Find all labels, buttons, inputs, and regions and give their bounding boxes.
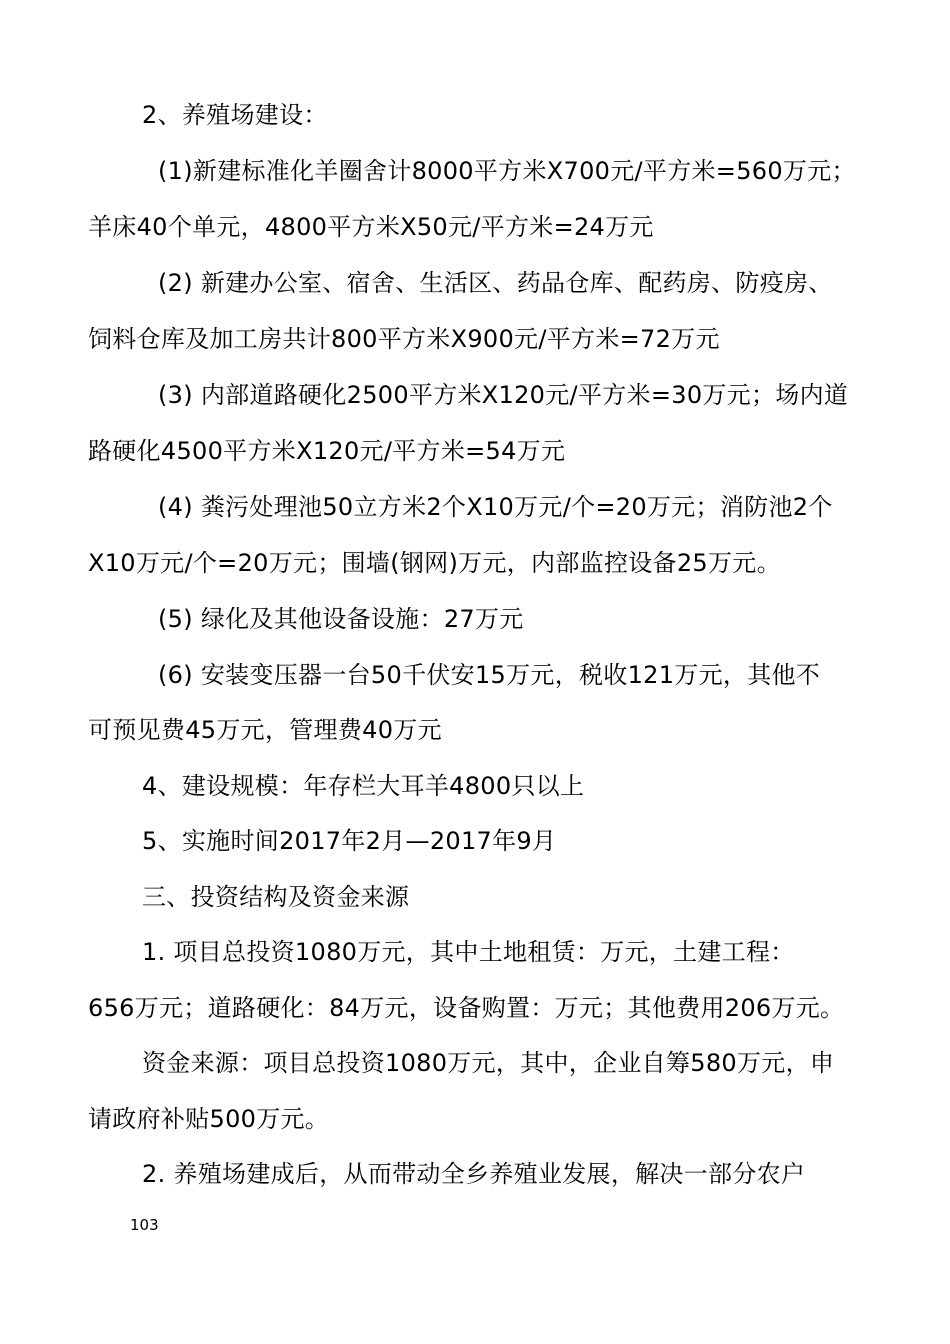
paragraph-line: 资金来源：项目总投资1080万元，其中，企业自筹580万元，申 xyxy=(142,1049,835,1077)
section-heading-scale: 4、建设规模：年存栏大耳羊4800只以上 xyxy=(142,772,585,800)
paragraph-line: (6) 安装变压器一台50千伏安15万元，税收121万元，其他不 xyxy=(158,661,821,689)
paragraph-line: X10万元/个=20万元；围墙(钢网)万元，内部监控设备25万元。 xyxy=(88,549,781,577)
paragraph-line: 羊床40个单元，4800平方米X50元/平方米=24万元 xyxy=(88,213,654,241)
paragraph-line: 可预见费45万元，管理费40万元 xyxy=(88,716,442,744)
section-heading-farm-construction: 2、养殖场建设： xyxy=(142,101,328,129)
section-heading-schedule: 5、实施时间2017年2月—2017年9月 xyxy=(142,827,557,855)
paragraph-line: (5) 绿化及其他设备设施：27万元 xyxy=(158,605,524,633)
paragraph-line: 2. 养殖场建成后，从而带动全乡养殖业发展，解决一部分农户 xyxy=(142,1160,806,1188)
paragraph-line: (1)新建标准化羊圈舍计8000平方米X700元/平方米=560万元； xyxy=(158,157,856,185)
paragraph-line: 656万元；道路硬化：84万元，设备购置：万元；其他费用206万元。 xyxy=(88,994,845,1022)
page-number: 103 xyxy=(130,1216,159,1234)
paragraph-line: (4) 粪污处理池50立方米2个X10万元/个=20万元；消防池2个 xyxy=(158,493,833,521)
paragraph-line: 饲料仓库及加工房共计800平方米X900元/平方米=72万元 xyxy=(88,325,720,353)
paragraph-line: 请政府补贴500万元。 xyxy=(88,1105,330,1133)
paragraph-line: (2) 新建办公室、宿舍、生活区、药品仓库、配药房、防疫房、 xyxy=(158,269,833,297)
paragraph-line: (3) 内部道路硬化2500平方米X120元/平方米=30万元；场内道 xyxy=(158,381,849,409)
paragraph-line: 1. 项目总投资1080万元，其中土地租赁：万元，土建工程： xyxy=(142,938,795,966)
section-heading-investment: 三、投资结构及资金来源 xyxy=(142,883,410,911)
paragraph-line: 路硬化4500平方米X120元/平方米=54万元 xyxy=(88,437,566,465)
